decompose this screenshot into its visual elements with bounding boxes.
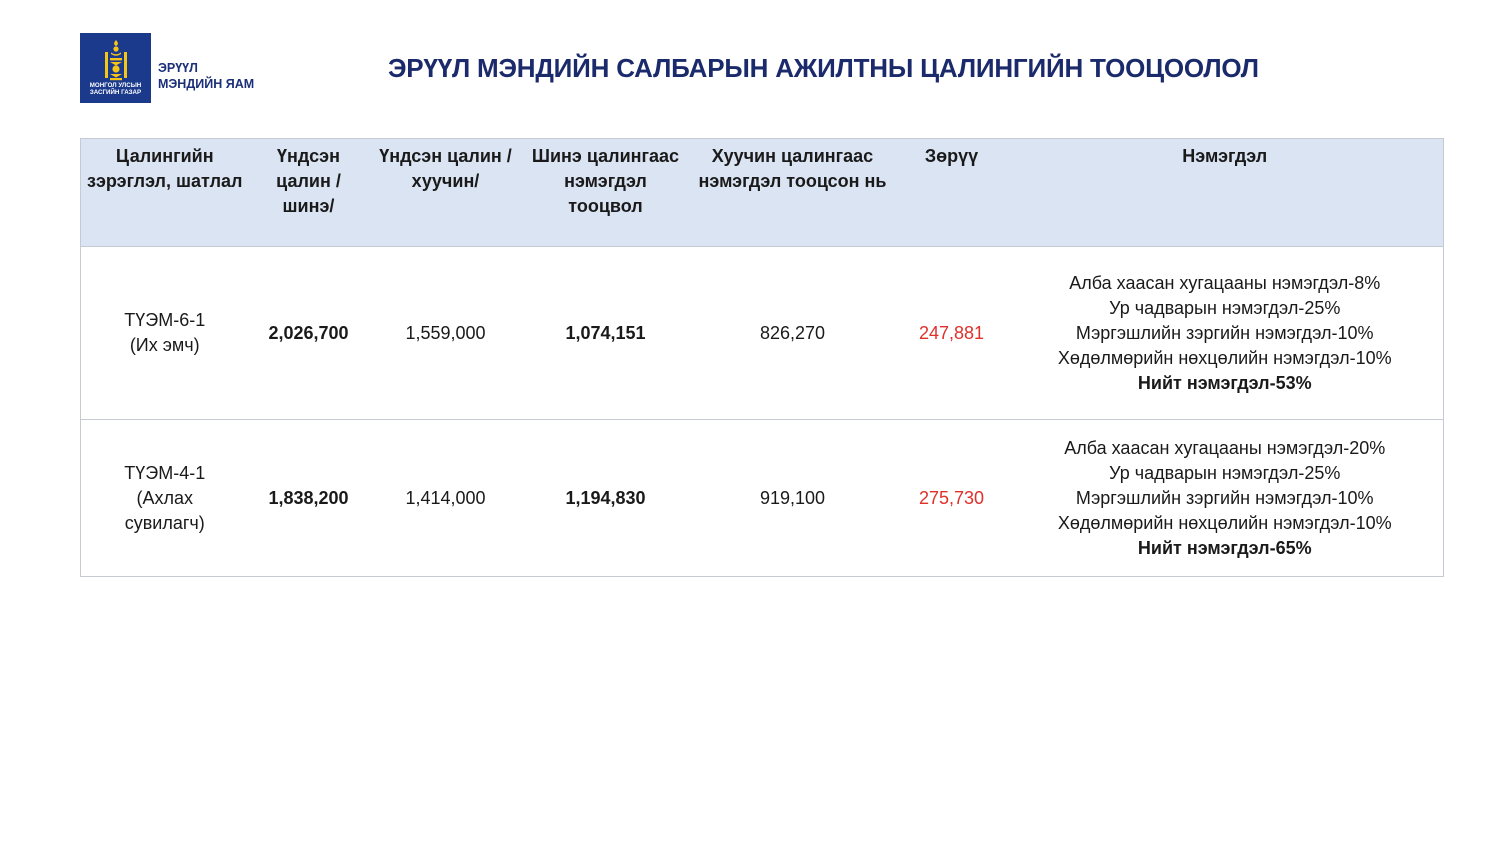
government-logo bbox=[80, 33, 151, 103]
page-title: ЭРҮҮЛ МЭНДИЙН САЛБАРЫН АЖИЛТНЫ ЦАЛИНГИЙН ТООЦООЛОЛ bbox=[388, 53, 1259, 83]
allowance-item: Мэргэшлийн зэргийн нэмэгдэл-10% bbox=[1075, 487, 1374, 508]
logo-text-line: ЗАСГИЙН ГАЗАР bbox=[89, 89, 142, 96]
allowance-item: Хөдөлмөрийн нөхцөлийн нэмэгдэл-10% bbox=[1057, 347, 1392, 368]
allowance-item: Хөдөлмөрийн нөхцөлийн нэмэгдэл-10% bbox=[1057, 512, 1392, 533]
soyombo-emblem-icon bbox=[101, 38, 131, 82]
header-old-salary: Үндсэн цалин /хуучин/ bbox=[369, 139, 523, 247]
allowances-cell bbox=[1007, 247, 1444, 420]
ministry-name-line: ЭРҮҮЛ bbox=[158, 61, 198, 75]
header-difference: Зөрүү bbox=[897, 139, 1007, 247]
allowance-item: Алба хаасан хугацааны нэмэгдэл-20% bbox=[1064, 437, 1386, 458]
ministry-name bbox=[158, 60, 254, 92]
table-row bbox=[81, 420, 1444, 577]
difference-cell: 247,881 bbox=[897, 247, 1007, 420]
grade-line: ТҮЭМ-4-1 bbox=[124, 462, 206, 483]
header-allowances: Нэмэгдэл bbox=[1007, 139, 1444, 247]
grade-line: (Ахлах bbox=[136, 487, 193, 508]
salary-table bbox=[80, 138, 1444, 577]
old-allowance-cell: 919,100 bbox=[689, 420, 897, 577]
header-new-allowance: Шинэ цалингаас нэмэгдэл тооцвол bbox=[523, 139, 689, 247]
new-allowance-cell: 1,074,151 bbox=[523, 247, 689, 420]
allowance-total: Нийт нэмэгдэл-53% bbox=[1137, 372, 1312, 393]
allowance-item: Алба хаасан хугацааны нэмэгдэл-8% bbox=[1069, 272, 1381, 293]
header-old-allowance: Хуучин цалингаас нэмэгдэл тооцсон нь bbox=[689, 139, 897, 247]
header-new-salary: Үндсэн цалин /шинэ/ bbox=[249, 139, 369, 247]
allowance-total: Нийт нэмэгдэл-65% bbox=[1137, 537, 1312, 558]
old-salary-cell: 1,559,000 bbox=[369, 247, 523, 420]
grade-line: сувилагч) bbox=[124, 512, 205, 533]
allowances-cell bbox=[1007, 420, 1444, 577]
new-allowance-cell: 1,194,830 bbox=[523, 420, 689, 577]
table-row bbox=[81, 247, 1444, 420]
new-salary-cell: 1,838,200 bbox=[249, 420, 369, 577]
allowance-item: Ур чадварын нэмэгдэл-25% bbox=[1109, 297, 1341, 318]
grade-line: ТҮЭМ-6-1 bbox=[124, 310, 206, 330]
logo-text-line: МОНГОЛ УЛСЫН bbox=[89, 82, 142, 89]
old-salary-cell: 1,414,000 bbox=[369, 420, 523, 577]
grade-line: (Их эмч) bbox=[129, 335, 200, 355]
old-allowance-cell: 826,270 bbox=[689, 247, 897, 420]
difference-cell: 275,730 bbox=[897, 420, 1007, 577]
grade-cell bbox=[81, 247, 249, 420]
table-header-row bbox=[81, 139, 1444, 247]
grade-cell bbox=[81, 420, 249, 577]
new-salary-cell: 2,026,700 bbox=[249, 247, 369, 420]
ministry-name-line: МЭНДИЙН ЯАМ bbox=[158, 77, 255, 91]
allowance-item: Мэргэшлийн зэргийн нэмэгдэл-10% bbox=[1075, 322, 1374, 343]
allowance-item: Ур чадварын нэмэгдэл-25% bbox=[1109, 462, 1341, 483]
header-grade: Цалингийн зэрэглэл, шатлал bbox=[81, 139, 249, 247]
